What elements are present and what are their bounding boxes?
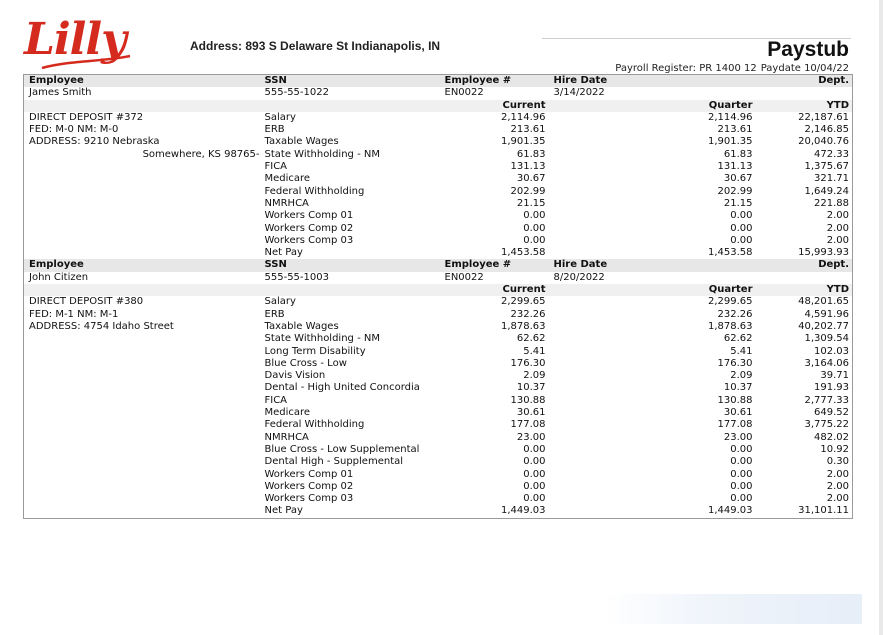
blank-cell	[549, 382, 645, 394]
quarter-amount: 5.41	[730, 345, 753, 357]
quarter-amount: 0.00	[730, 456, 753, 468]
line-item-label: ERB	[264, 124, 285, 136]
employee-info-row	[24, 272, 853, 284]
deposit-info-line: ADDRESS: 4754 Idaho Street	[29, 320, 174, 332]
quarter-header: Quarter	[645, 100, 756, 112]
quarter-amount: 131.13	[717, 161, 753, 173]
line-item-label: ERB	[264, 308, 285, 320]
dept-value	[645, 87, 853, 99]
quarter-amount: 176.30	[717, 357, 753, 369]
line-item-label: Blue Cross - Low Supplemental	[264, 443, 420, 455]
quarter-amount: 1,878.63	[707, 320, 753, 332]
employee-number: EN0022	[444, 87, 484, 99]
line-item-label: NMRHCA	[264, 431, 309, 443]
employee-name: James Smith	[29, 87, 92, 99]
current-header: Current	[440, 284, 549, 296]
paystub-table	[23, 74, 853, 519]
current-amount: 1,449.03	[500, 505, 546, 517]
blank-cell	[549, 444, 645, 456]
ytd-amount: 3,164.06	[804, 357, 850, 369]
hire-date-label: Hire Date	[549, 75, 645, 88]
current-amount: 5.41	[523, 345, 546, 357]
blank-cell	[549, 481, 645, 493]
current-amount: 202.99	[510, 185, 546, 197]
current-amount: 2,114.96	[500, 111, 546, 123]
blank-cell	[549, 296, 645, 308]
employee-deposit-info	[24, 112, 260, 260]
ytd-amount: 1,649.24	[804, 185, 850, 197]
line-item-label: Taxable Wages	[264, 136, 339, 148]
employee-label: Employee	[24, 259, 260, 271]
ytd-amount: 2.00	[826, 210, 850, 222]
ytd-amount: 31,101.11	[798, 505, 850, 517]
current-amount: 0.00	[523, 493, 546, 505]
blank-cell	[549, 505, 645, 518]
line-item-label: Workers Comp 03	[264, 234, 354, 246]
blank-cell	[549, 235, 645, 247]
current-amount: 1,878.63	[500, 320, 546, 332]
blank-cell	[549, 419, 645, 431]
current-amount: 0.00	[523, 480, 546, 492]
blank-cell	[24, 100, 440, 112]
ytd-amount: 2.00	[826, 493, 850, 505]
svg-text:Lilly: Lilly	[24, 14, 126, 65]
quarter-amount: 0.00	[730, 468, 753, 480]
deposit-info-line: FED: M-1 NM: M-1	[29, 308, 119, 320]
quarter-amount: 0.00	[730, 234, 753, 246]
page-edge	[879, 0, 883, 635]
ytd-amount: 20,040.76	[798, 136, 850, 148]
employee-name: John Citizen	[29, 271, 89, 283]
quarter-amount: 1,901.35	[707, 136, 753, 148]
ytd-amount: 4,591.96	[804, 308, 850, 320]
amount-header-row	[24, 284, 853, 296]
ytd-amount: 48,201.65	[798, 296, 850, 308]
ytd-amount: 1,375.67	[804, 161, 850, 173]
current-amount: 61.83	[516, 148, 546, 160]
line-item-label: Medicare	[264, 173, 311, 185]
quarter-amount: 130.88	[717, 394, 753, 406]
ytd-header: YTD	[756, 100, 853, 112]
dept-label: Dept.	[645, 75, 853, 88]
payroll-register: Payroll Register: PR 1400 12	[615, 63, 757, 74]
quarter-amount: 0.00	[730, 222, 753, 234]
employee-header-row	[24, 259, 853, 271]
current-amount: 0.00	[523, 456, 546, 468]
ytd-amount: 482.02	[814, 431, 850, 443]
quarter-amount: 177.08	[717, 419, 753, 431]
ytd-amount: 321.71	[814, 173, 850, 185]
line-item-label: Dental High - Supplemental	[264, 456, 404, 468]
current-amount: 2.09	[523, 370, 546, 382]
line-item-label: Medicare	[264, 407, 311, 419]
quarter-amount: 2,114.96	[707, 111, 753, 123]
ytd-amount: 2,777.33	[804, 394, 850, 406]
ssn-label: SSN	[260, 75, 440, 88]
quarter-amount: 1,449.03	[707, 505, 753, 517]
ytd-amount: 221.88	[814, 197, 850, 209]
pay-line-item	[24, 296, 853, 308]
line-item-label: Federal Withholding	[264, 419, 365, 431]
blank-cell	[549, 395, 645, 407]
ytd-amount: 39.71	[820, 370, 850, 382]
blank-cell	[549, 186, 645, 198]
line-item-label: Salary	[264, 296, 296, 308]
current-amount: 131.13	[510, 161, 546, 173]
blank-cell	[549, 223, 645, 235]
line-item-label: Taxable Wages	[264, 320, 339, 332]
employee-deposit-info	[24, 296, 260, 518]
blank-cell	[549, 407, 645, 419]
employee-number: EN0022	[444, 271, 484, 283]
hire-date-label: Hire Date	[549, 259, 645, 271]
blank-cell	[549, 112, 645, 124]
ytd-amount: 649.52	[814, 407, 850, 419]
ssn-label: SSN	[260, 259, 440, 271]
current-amount: 0.00	[523, 443, 546, 455]
current-amount: 23.00	[516, 431, 546, 443]
ytd-header: YTD	[756, 284, 853, 296]
ytd-amount: 191.93	[814, 382, 850, 394]
quarter-amount: 30.67	[723, 173, 753, 185]
line-item-label: State Withholding - NM	[264, 333, 380, 345]
blank-cell	[549, 161, 645, 173]
company-address: Address: 893 S Delaware St Indianapolis, IN	[190, 39, 441, 53]
quarter-amount: 0.00	[730, 480, 753, 492]
current-amount: 130.88	[510, 394, 546, 406]
current-amount: 0.00	[523, 222, 546, 234]
page-title: Paystub	[767, 38, 849, 61]
pay-line-item	[24, 112, 853, 124]
line-item-label: State Withholding - NM	[264, 148, 380, 160]
line-item-label: Net Pay	[264, 247, 303, 259]
employee-ssn: 555-55-1003	[264, 271, 329, 283]
blank-cell	[549, 210, 645, 222]
current-amount: 30.67	[516, 173, 546, 185]
ytd-amount: 10.92	[820, 443, 850, 455]
current-amount: 0.00	[523, 234, 546, 246]
current-amount: 177.08	[510, 419, 546, 431]
current-amount: 0.00	[523, 210, 546, 222]
hire-date: 3/14/2022	[553, 87, 605, 99]
blank-cell	[549, 173, 645, 185]
dept-label: Dept.	[645, 259, 853, 271]
ytd-amount: 1,309.54	[804, 333, 850, 345]
blank-cell	[549, 149, 645, 161]
employee-ssn: 555-55-1022	[264, 87, 329, 99]
line-item-label: Dental - High United Concordia	[264, 382, 420, 394]
quarter-amount: 23.00	[723, 431, 753, 443]
blank-cell	[549, 136, 645, 148]
company-logo	[22, 10, 134, 72]
current-amount: 1,901.35	[500, 136, 546, 148]
quarter-amount: 0.00	[730, 443, 753, 455]
line-item-label: Federal Withholding	[264, 185, 365, 197]
quarter-amount: 21.15	[723, 197, 753, 209]
blank-cell	[549, 333, 645, 345]
current-amount: 176.30	[510, 357, 546, 369]
quarter-amount: 213.61	[717, 124, 753, 136]
blank-cell	[549, 284, 645, 296]
line-item-label: Workers Comp 01	[264, 210, 354, 222]
deposit-info-line: DIRECT DEPOSIT #372	[29, 111, 144, 123]
line-item-label: Blue Cross - Low	[264, 357, 347, 369]
quarter-amount: 202.99	[717, 185, 753, 197]
line-item-label: Davis Vision	[264, 370, 326, 382]
blank-cell	[549, 100, 645, 112]
line-item-label: Long Term Disability	[264, 345, 366, 357]
payroll-register-info	[611, 63, 849, 74]
ytd-amount: 2.00	[826, 480, 850, 492]
quarter-amount: 0.00	[730, 493, 753, 505]
blank-cell	[549, 370, 645, 382]
quarter-amount: 61.83	[723, 148, 753, 160]
employee-label: Employee	[24, 75, 260, 88]
ytd-amount: 22,187.61	[798, 111, 850, 123]
line-item-label: Net Pay	[264, 505, 303, 517]
quarter-header: Quarter	[645, 284, 756, 296]
blank-cell	[549, 432, 645, 444]
ytd-amount: 40,202.77	[798, 320, 850, 332]
ytd-amount: 2.00	[826, 222, 850, 234]
ytd-amount: 0.30	[826, 456, 850, 468]
blank-cell	[549, 358, 645, 370]
current-amount: 213.61	[510, 124, 546, 136]
ytd-amount: 2,146.85	[804, 124, 850, 136]
employee-number-label: Employee #	[440, 259, 549, 271]
dept-value	[645, 272, 853, 284]
ytd-amount: 102.03	[814, 345, 850, 357]
line-item-label: NMRHCA	[264, 197, 309, 209]
quarter-amount: 62.62	[723, 333, 753, 345]
quarter-amount: 1,453.58	[707, 247, 753, 259]
deposit-info-line: ADDRESS: 9210 Nebraska	[29, 136, 160, 148]
deposit-info-line: DIRECT DEPOSIT #380	[29, 296, 144, 308]
quarter-amount: 2,299.65	[707, 296, 753, 308]
current-header: Current	[440, 100, 549, 112]
quarter-amount: 30.61	[723, 407, 753, 419]
blank-cell	[549, 456, 645, 468]
employee-info-row	[24, 87, 853, 99]
quarter-amount: 2.09	[730, 370, 753, 382]
deposit-info-line: FED: M-0 NM: M-0	[29, 124, 119, 136]
current-amount: 232.26	[510, 308, 546, 320]
blank-cell	[549, 493, 645, 505]
current-amount: 1,453.58	[500, 247, 546, 259]
employee-header-row	[24, 75, 853, 88]
ytd-amount: 2.00	[826, 468, 850, 480]
line-item-label: Workers Comp 03	[264, 493, 354, 505]
line-item-label: Salary	[264, 111, 296, 123]
current-amount: 10.37	[516, 382, 546, 394]
ytd-amount: 2.00	[826, 234, 850, 246]
line-item-label: Workers Comp 02	[264, 222, 354, 234]
hire-date: 8/20/2022	[553, 271, 605, 283]
quarter-amount: 232.26	[717, 308, 753, 320]
quarter-amount: 0.00	[730, 210, 753, 222]
faint-watermark	[604, 594, 862, 624]
line-item-label: Workers Comp 01	[264, 468, 354, 480]
line-item-label: FICA	[264, 394, 288, 406]
ytd-amount: 15,993.93	[798, 247, 850, 259]
blank-cell	[24, 284, 440, 296]
blank-cell	[549, 469, 645, 481]
ytd-amount: 3,775.22	[804, 419, 850, 431]
current-amount: 0.00	[523, 468, 546, 480]
amount-header-row	[24, 100, 853, 112]
current-amount: 2,299.65	[500, 296, 546, 308]
current-amount: 30.61	[516, 407, 546, 419]
paydate: Paydate 10/04/22	[760, 63, 849, 74]
blank-cell	[549, 321, 645, 333]
blank-cell	[549, 309, 645, 321]
line-item-label: FICA	[264, 161, 288, 173]
quarter-amount: 10.37	[723, 382, 753, 394]
blank-cell	[549, 198, 645, 210]
employee-number-label: Employee #	[440, 75, 549, 88]
current-amount: 62.62	[516, 333, 546, 345]
blank-cell	[549, 346, 645, 358]
line-item-label: Workers Comp 02	[264, 480, 354, 492]
address-city-line: Somewhere, KS 98765-	[142, 148, 260, 160]
blank-cell	[549, 247, 645, 259]
ytd-amount: 472.33	[814, 148, 850, 160]
current-amount: 21.15	[516, 197, 546, 209]
blank-cell	[549, 124, 645, 136]
